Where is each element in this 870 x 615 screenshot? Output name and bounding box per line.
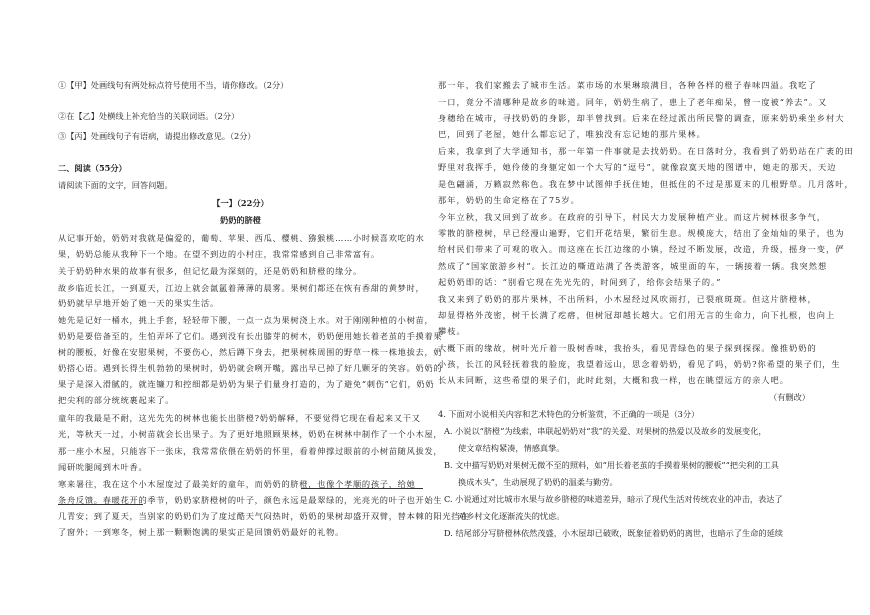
article-line: 把尖利的部分统统裹起来了。 xyxy=(58,395,175,405)
reading-instruction: 请阅读下面的文字，回答问题。 xyxy=(58,180,173,190)
article-line: 是色翩涌，万籁寂然称色。我在梦中试图伸手抚住她，但抵住的不过是那夏末的几根野草。几月落叶， xyxy=(438,179,854,189)
option-a: A. 小说以“脐橙”为线索，串联起奶奶对“我”的关爱、对果树的热爱以及故乡的发展变化， xyxy=(444,426,767,436)
question-2: ②在【乙】处横线上补充恰当的关联词语。（2分） xyxy=(58,111,240,121)
article-line: 今年立秋，我又回到了故乡。在政府的引导下，村民大力发展种植产业。而这片树林很多争气， xyxy=(438,212,826,222)
article-line: 条舟反馈。春暖花开的季节，奶奶家脐橙树的叶子，颜色永远是最翠绿的，光亮光的叶子也开始生 xyxy=(58,495,443,505)
article-line: 寒来暑往，我在这个小木屋度过了最美好的童年，而奶奶的脐橙，也像个孝顺的孩子，给她 xyxy=(58,479,416,489)
question-3: ③【丙】处画线句子有语病，请提出修改意见。（2分） xyxy=(58,131,256,141)
article-line: 巴，回到了老屋，她什么都忘记了，唯独没有忘记她的那片果林。 xyxy=(438,129,706,139)
article-line: 给村民们带来了可观的收入。而这座在长江边缘的小镇，经过不断发展，改造，升级，摇身一变，俨 xyxy=(438,244,845,254)
article-title: 奶奶的脐橙 xyxy=(220,215,261,225)
article-line: 故乡临近长江，一到夏天，江边上就会氤氲着薄薄的晨雾。果树们都还在恢有香甜的黄梦时， xyxy=(58,283,425,293)
option-b: B. 文中描写奶奶对果树无微不至的照料，如“用长着老茧的手摸着果树的腰板”“把尖利的工具 xyxy=(444,460,779,470)
article-line: 从记事开始，奶奶对我就是偏爱的，葡萄、苹果、西瓜、樱桃、猕猴桃……小时候喜欢吃的水 xyxy=(58,233,425,243)
article-line: 树的腰板，好像在安慰果树，不要伤心，然后蹲下身去，把果树株周围的野草一株一株地拔去，奶 xyxy=(58,347,443,357)
article-line: 她先是记好一桶水，挑上手套，轻轻带下腰，一点一点为果树浇上水。对于刚刚种植的小树苗， xyxy=(58,315,434,325)
option-b-cont: 换成木头”，生动展现了奶奶的温柔与勤劳。 xyxy=(458,477,618,487)
article-line: 大概下雨的缘故，树叶光斤着一股树香味，我抬头，看见青绿色的果子探到探探。像推奶奶的 xyxy=(438,343,817,353)
article-line: 后来，我拿到了大学通知书，那一年第一件事就是去找奶奶。在日落时分，我看到了奶奶站在广袤的田 xyxy=(438,146,854,156)
underline-marker xyxy=(301,488,423,489)
question-1: ①【甲】处画线句有两处标点符号使用不当，请你修改。（2分） xyxy=(58,80,289,90)
underline-marker xyxy=(58,504,143,505)
question-4: 4. 下面对小说相关内容和艺术特色的分析鉴赏，不正确的一项是（3分） xyxy=(438,409,700,419)
article-line: 奶奶是要倍备至的，生怕弄坏了它们。遇到没有长出膝芽的树木，奶奶便用她长着老茧的手摸着果 xyxy=(58,331,443,341)
article-line: 却显得格外茂密，树干长满了疙瘩，但树冠却越长越大。它们用无言的生命力，向下扎根，也向上 xyxy=(438,310,836,320)
article-line: 身穗给在城市，寻找奶奶的身影，却半曾找到。后来在经过派出所民警的调查，原来奶奶乘坐乡村大 xyxy=(438,113,845,123)
part-label: 【一】（22分） xyxy=(212,198,269,208)
option-d: D. 结尾部分写脐橙林依然茂盛，小木屋却已破败，既象征着奶奶的离世，也暗示了生命的延续 xyxy=(444,528,783,538)
article-line: 童年的我最是不耐，这光先先的树林也能长出脐橙?奶奶解释，不要觉得它现在看起来又干又 xyxy=(58,413,421,423)
section-title: 二、阅读（55分） xyxy=(58,163,127,173)
article-line: 零散的脐橙树，早已经漫山遍野，它们开花结果，繁衍生息。规模庞大，结出了金灿灿的果子，也为 xyxy=(438,228,845,238)
article-line: 长从未同断，这些希望的果子们，此时此刻，大概和我一样，也在眺望远方的亲人吧。 xyxy=(438,375,790,385)
article-line: 野里对我挥手，她伶偻的身躯定如一个大写的“逗号”，就像寂寞天地的图谱中，她走的那天，天边 xyxy=(438,162,837,172)
article-line: 几青安；到了夏天，当别家的奶奶们为了度过酷天气闷热时，奶奶的果树却盛开双臂，替本棘的阳光挡在 xyxy=(58,511,470,521)
article-line: 那一座小木屋，只能容下一张床，我常常依偎在奶奶的怀里，看着伸撑过眼前的小树苗随风拔发， xyxy=(58,446,443,456)
article-line: 起奶奶即的话：“别看它现在先光先的，时间到了，给你会结果子的。” xyxy=(438,277,722,287)
article-line: 然成了“国家旅游乡村”。长江边的嘶道站满了各类游客，城里面的车，一辆接着一辆。我突然想 xyxy=(438,261,828,271)
article-line: 那一年，我们家搬去了城市生活。菜市场的水果琳琅满目，各种各样的橙子春味四溢。我吃了 xyxy=(438,80,817,90)
article-line: 小孩，长江的风轻抚着我的脸庞，我望着远山，思念着奶奶，看见了吗，奶奶?你希望的果子们，生 xyxy=(438,359,841,369)
article-line: 关于奶奶种水果的故事有很多，但记忆最为深刻的，还是奶奶和脐橙的缘分。 xyxy=(58,266,362,276)
option-a-cont: 使文章结构紧凑，情感真挚。 xyxy=(458,443,565,453)
article-line: 光，等秋天一过，小树苗就会长出果子。为了更好地照顾果林，奶奶在树林中制作了一个小木屋， xyxy=(58,429,443,439)
article-line: 闻研吮腿闻到木叶香。 xyxy=(58,462,148,472)
article-line: 那年，奶奶的生命定格在了75岁。 xyxy=(438,195,580,205)
article-line: 奶奶就早早地开始了她一天的果实生活。 xyxy=(58,298,219,308)
article-line: 果子是深入滑腻的，就连镰刀和控细都是奶奶为果子们量身打造的，为了避免“刺伤”它们，奶奶 xyxy=(58,379,435,389)
option-c: C. 小说通过对比城市水果与故乡脐橙的味道差异，暗示了现代生活对传统农业的冲击，表达了 xyxy=(444,494,783,504)
article-line: 奶搭心语。遇到长得生机勃勃的果树时，奶奶就会咧开嘴，露出早已掉了好几颗牙的笑容。奶奶的 xyxy=(58,363,443,373)
article-line: 一口，竟分不清哪种是故乡的味道。同年，奶奶生病了，患上了老年痴呆，曾一度被“养去”。又 xyxy=(438,97,828,107)
article-line: 果，奶奶总能从我种下一个地。在望不到边的小村庄，我常常感到自己非常富有。 xyxy=(58,249,380,259)
article-line: 攀枝。 xyxy=(438,326,466,336)
article-line: 我又来到了奶奶的那片果林，不出所料，小木屋经过风吹雨打，已裂痕斑斑。但这片脐橙林， xyxy=(438,294,817,304)
article-line: 了窗外；一到寒冬，树上那一颗颗饱满的果实正是回馈奶奶最好的礼物。 xyxy=(58,527,345,537)
option-c-cont: 对乡村文化逐渐流失的忧虑。 xyxy=(458,511,565,521)
source-note: （有删改） xyxy=(769,392,810,402)
